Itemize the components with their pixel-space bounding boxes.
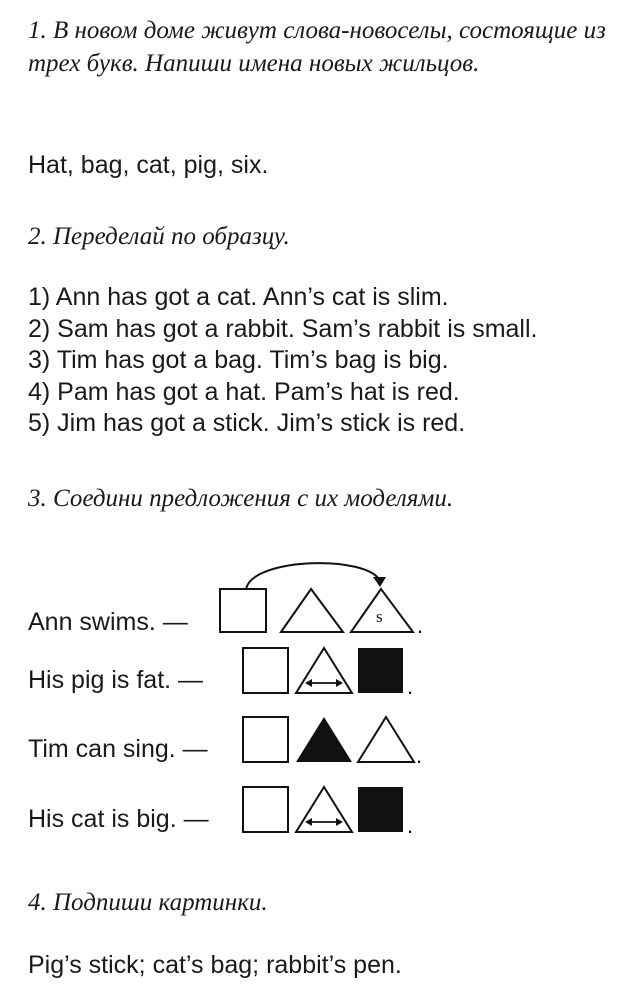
- triangle-empty: [358, 717, 414, 762]
- sentence-model-diagram: [28, 714, 588, 774]
- square-filled: [358, 648, 403, 693]
- triangle-double-arrow: [296, 648, 352, 693]
- period: .: [416, 743, 423, 768]
- list-item: 3) Tim has got a bag. Tim’s bag is big.: [28, 346, 449, 374]
- list-item: 1) Ann has got a cat. Ann’s cat is slim.: [28, 283, 449, 311]
- triangle-empty: [281, 589, 343, 632]
- square-empty: [243, 648, 288, 693]
- task4-answer: Pig’s stick; cat’s bag; rabbit’s pen.: [28, 951, 402, 979]
- model-row: [28, 565, 588, 645]
- square-filled: [358, 787, 403, 832]
- task1-heading: 1. В новом доме живут слова-новоселы, состоящие из трех букв. Напиши имена новых жильцов.: [28, 17, 606, 77]
- square-empty: [243, 717, 288, 762]
- triangle-filled: [296, 717, 352, 762]
- model-row: [28, 784, 588, 854]
- model-row: [28, 645, 588, 715]
- model-sentence: Tim can sing. —: [28, 735, 208, 763]
- task2-list: [28, 282, 537, 440]
- task4-heading: 4. Подпиши картинки.: [28, 889, 268, 916]
- period: .: [407, 674, 414, 699]
- triangle-double-arrow: [296, 787, 352, 832]
- sentence-model-diagram: [28, 784, 588, 844]
- list-item: 2) Sam has got a rabbit. Sam’s rabbit is small.: [28, 314, 538, 343]
- list-item: 5) Jim has got a stick. Jim’s stick is red.: [28, 409, 466, 437]
- task1-answer: Hat, bag, cat, pig, six.: [28, 151, 269, 179]
- arrowhead: [373, 577, 386, 587]
- model-sentence: His cat is big. —: [28, 805, 209, 833]
- triangle-letter: s: [376, 607, 383, 626]
- list-item: 4) Pam has got a hat. Pam’s hat is red.: [28, 377, 460, 406]
- model-sentence: His pig is fat. —: [28, 666, 204, 694]
- model-sentence: Ann swims. —: [28, 608, 188, 636]
- period: .: [417, 613, 424, 638]
- sentence-model-diagram: [28, 565, 588, 645]
- square-empty: [220, 589, 266, 632]
- task2-heading: 2. Переделай по образцу.: [28, 223, 290, 250]
- period: .: [407, 813, 414, 838]
- arc-arrow: [246, 563, 380, 589]
- task3-heading: 3. Соедини предложения с их моделями.: [28, 485, 454, 512]
- sentence-model-diagram: [28, 645, 588, 705]
- model-row: [28, 714, 588, 784]
- square-empty: [243, 787, 288, 832]
